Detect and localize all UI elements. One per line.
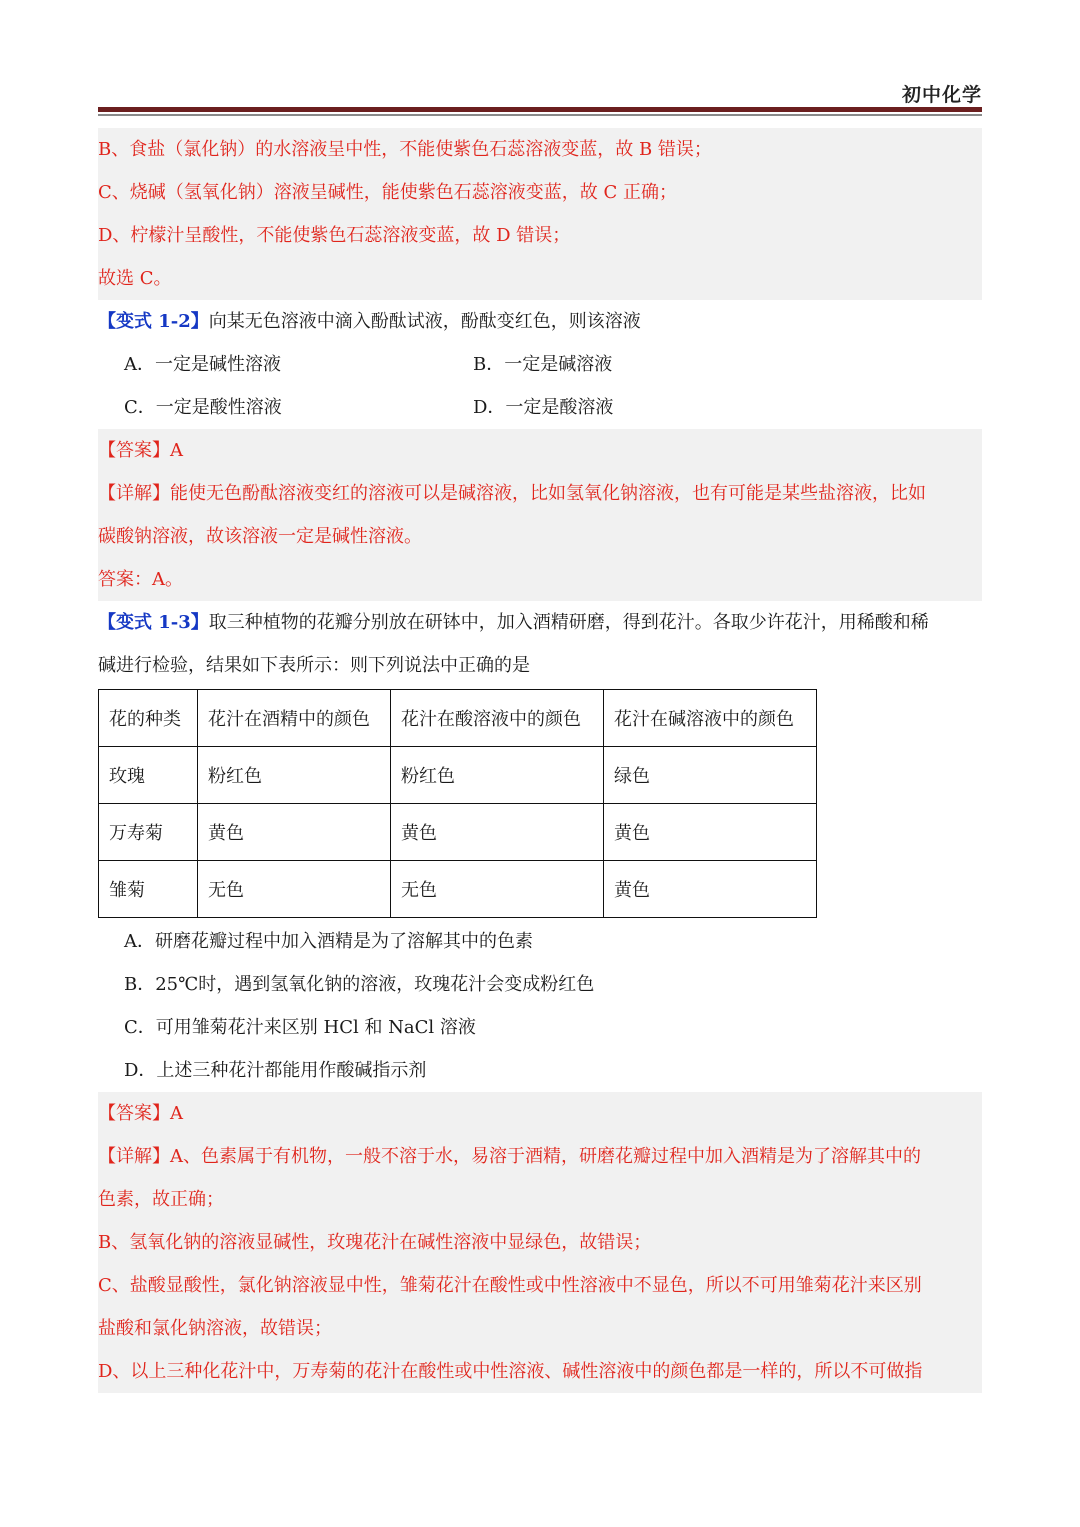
- detail-1-2-line2: 碳酸钠溶液，故该溶液一定是碱性溶液。: [98, 526, 422, 547]
- detail-1-3-line4: C、盐酸显酸性，氯化钠溶液显中性，雏菊花汁在酸性或中性溶液中不显色，所以不可用雏菊花汁来区别: [98, 1275, 922, 1296]
- header-rule-thick: [98, 107, 982, 112]
- detail-text: 能使无色酚酞溶液变红的溶液可以是碱溶液，比如氢氧化钠溶液，也有可能是某些盐溶液，比如: [170, 483, 926, 504]
- answer-tag: 【答案】: [98, 1103, 170, 1124]
- answer-1-2-final: 答案：A。: [98, 569, 183, 590]
- table-header-cell: 花汁在酒精中的颜色: [198, 690, 391, 747]
- question-1-2: [98, 300, 982, 429]
- table-cell: 粉红色: [391, 747, 604, 804]
- table-header-cell: 花汁在酸溶液中的颜色: [391, 690, 604, 747]
- subject-label: 初中化学: [901, 84, 982, 106]
- option-c: C．一定是酸性溶液: [124, 397, 282, 418]
- table-cell: 玫瑰: [99, 747, 198, 804]
- table-cell: 黄色: [198, 804, 391, 861]
- detail-1-3-line3: B、氢氧化钠的溶液显碱性，玫瑰花汁在碱性溶液中显绿色，故错误；: [98, 1232, 652, 1253]
- question-1-3-stem-line1: [98, 601, 982, 644]
- detail-1-3-line2: 色素，故正确；: [98, 1189, 224, 1210]
- question-1-3-stem-line2: 碱进行检验，结果如下表所示：则下列说法中正确的是: [98, 655, 530, 676]
- table-cell: 绿色: [604, 747, 817, 804]
- explanation-line-d: D、柠檬汁呈酸性，不能使紫色石蕊溶液变蓝，故 D 错误；: [98, 225, 571, 246]
- question-1-2-options-row2: [98, 386, 982, 429]
- table-cell: 黄色: [391, 804, 604, 861]
- table-cell: 粉红色: [198, 747, 391, 804]
- question-1-3-text: 取三种植物的花瓣分别放在研钵中，加入酒精研磨，得到花汁。各取少许花汁，用稀酸和稀: [208, 612, 929, 633]
- question-1-2-options-row1: [98, 343, 982, 386]
- detail-tag: 【详解】: [98, 483, 170, 504]
- option-d: D．上述三种花汁都能用作酸碱指示剂: [124, 1060, 427, 1081]
- answer-1-3: [98, 1092, 982, 1135]
- answer-1-2: [98, 429, 982, 472]
- detail-1-3-line1: [98, 1135, 982, 1178]
- table-cell: 雏菊: [99, 861, 198, 918]
- table-row: [99, 747, 817, 804]
- question-1-2-text: 向某无色溶液中滴入酚酞试液，酚酞变红色，则该溶液: [208, 311, 641, 332]
- question-1-2-tag: 【变式 1-2】: [98, 311, 209, 332]
- table-cell: 无色: [198, 861, 391, 918]
- answer-tag: 【答案】: [98, 440, 170, 461]
- answer-1-2-block: [98, 429, 982, 601]
- option-b: B．25℃时，遇到氢氧化钠的溶液，玫瑰花汁会变成粉红色: [124, 974, 595, 995]
- option-a: A．研磨花瓣过程中加入酒精是为了溶解其中的色素: [124, 931, 533, 952]
- detail-1-3-line6: D、以上三种化花汁中，万寿菊的花汁在酸性或中性溶液、碱性溶液中的颜色都是一样的，所以不可做指: [98, 1361, 923, 1382]
- explanation-conclusion: 故选 C。: [98, 268, 172, 289]
- table-cell: 万寿菊: [99, 804, 198, 861]
- prev-explanation-block: [98, 128, 982, 300]
- detail-text: A、色素属于有机物，一般不溶于水，易溶于酒精，研磨花瓣过程中加入酒精是为了溶解其中的: [170, 1146, 921, 1167]
- detail-1-3-line5: 盐酸和氯化钠溶液，故错误；: [98, 1318, 332, 1339]
- table-header-cell: 花汁在碱溶液中的颜色: [604, 690, 817, 747]
- detail-1-2-line1: [98, 472, 982, 515]
- answer-value: A: [170, 440, 183, 461]
- option-a: A．一定是碱性溶液: [124, 354, 281, 375]
- table-row: [99, 861, 817, 918]
- flower-color-table: [98, 689, 817, 918]
- table-cell: 无色: [391, 861, 604, 918]
- table-header-cell: 花的种类: [99, 690, 198, 747]
- header-rule-thin: [98, 114, 982, 116]
- explanation-line-b: B、食盐（氯化钠）的水溶液呈中性，不能使紫色石蕊溶液变蓝，故 B 错误；: [98, 139, 712, 160]
- table-row: [99, 804, 817, 861]
- table-cell: 黄色: [604, 861, 817, 918]
- table-cell: 黄色: [604, 804, 817, 861]
- option-c: C．可用雏菊花汁来区别 HCl 和 NaCl 溶液: [124, 1017, 476, 1038]
- answer-1-3-block: [98, 1092, 982, 1393]
- document-body: [98, 128, 982, 1393]
- answer-value: A: [170, 1103, 183, 1124]
- detail-tag: 【详解】: [98, 1146, 170, 1167]
- option-b: B．一定是碱溶液: [473, 354, 613, 375]
- question-1-2-stem: [98, 300, 982, 343]
- explanation-line-c: C、烧碱（氢氧化钠）溶液呈碱性，能使紫色石蕊溶液变蓝，故 C 正确；: [98, 182, 677, 203]
- table-header-row: [99, 690, 817, 747]
- question-1-3: [98, 601, 982, 1092]
- option-d: D．一定是酸溶液: [473, 397, 614, 418]
- question-1-3-tag: 【变式 1-3】: [98, 612, 209, 633]
